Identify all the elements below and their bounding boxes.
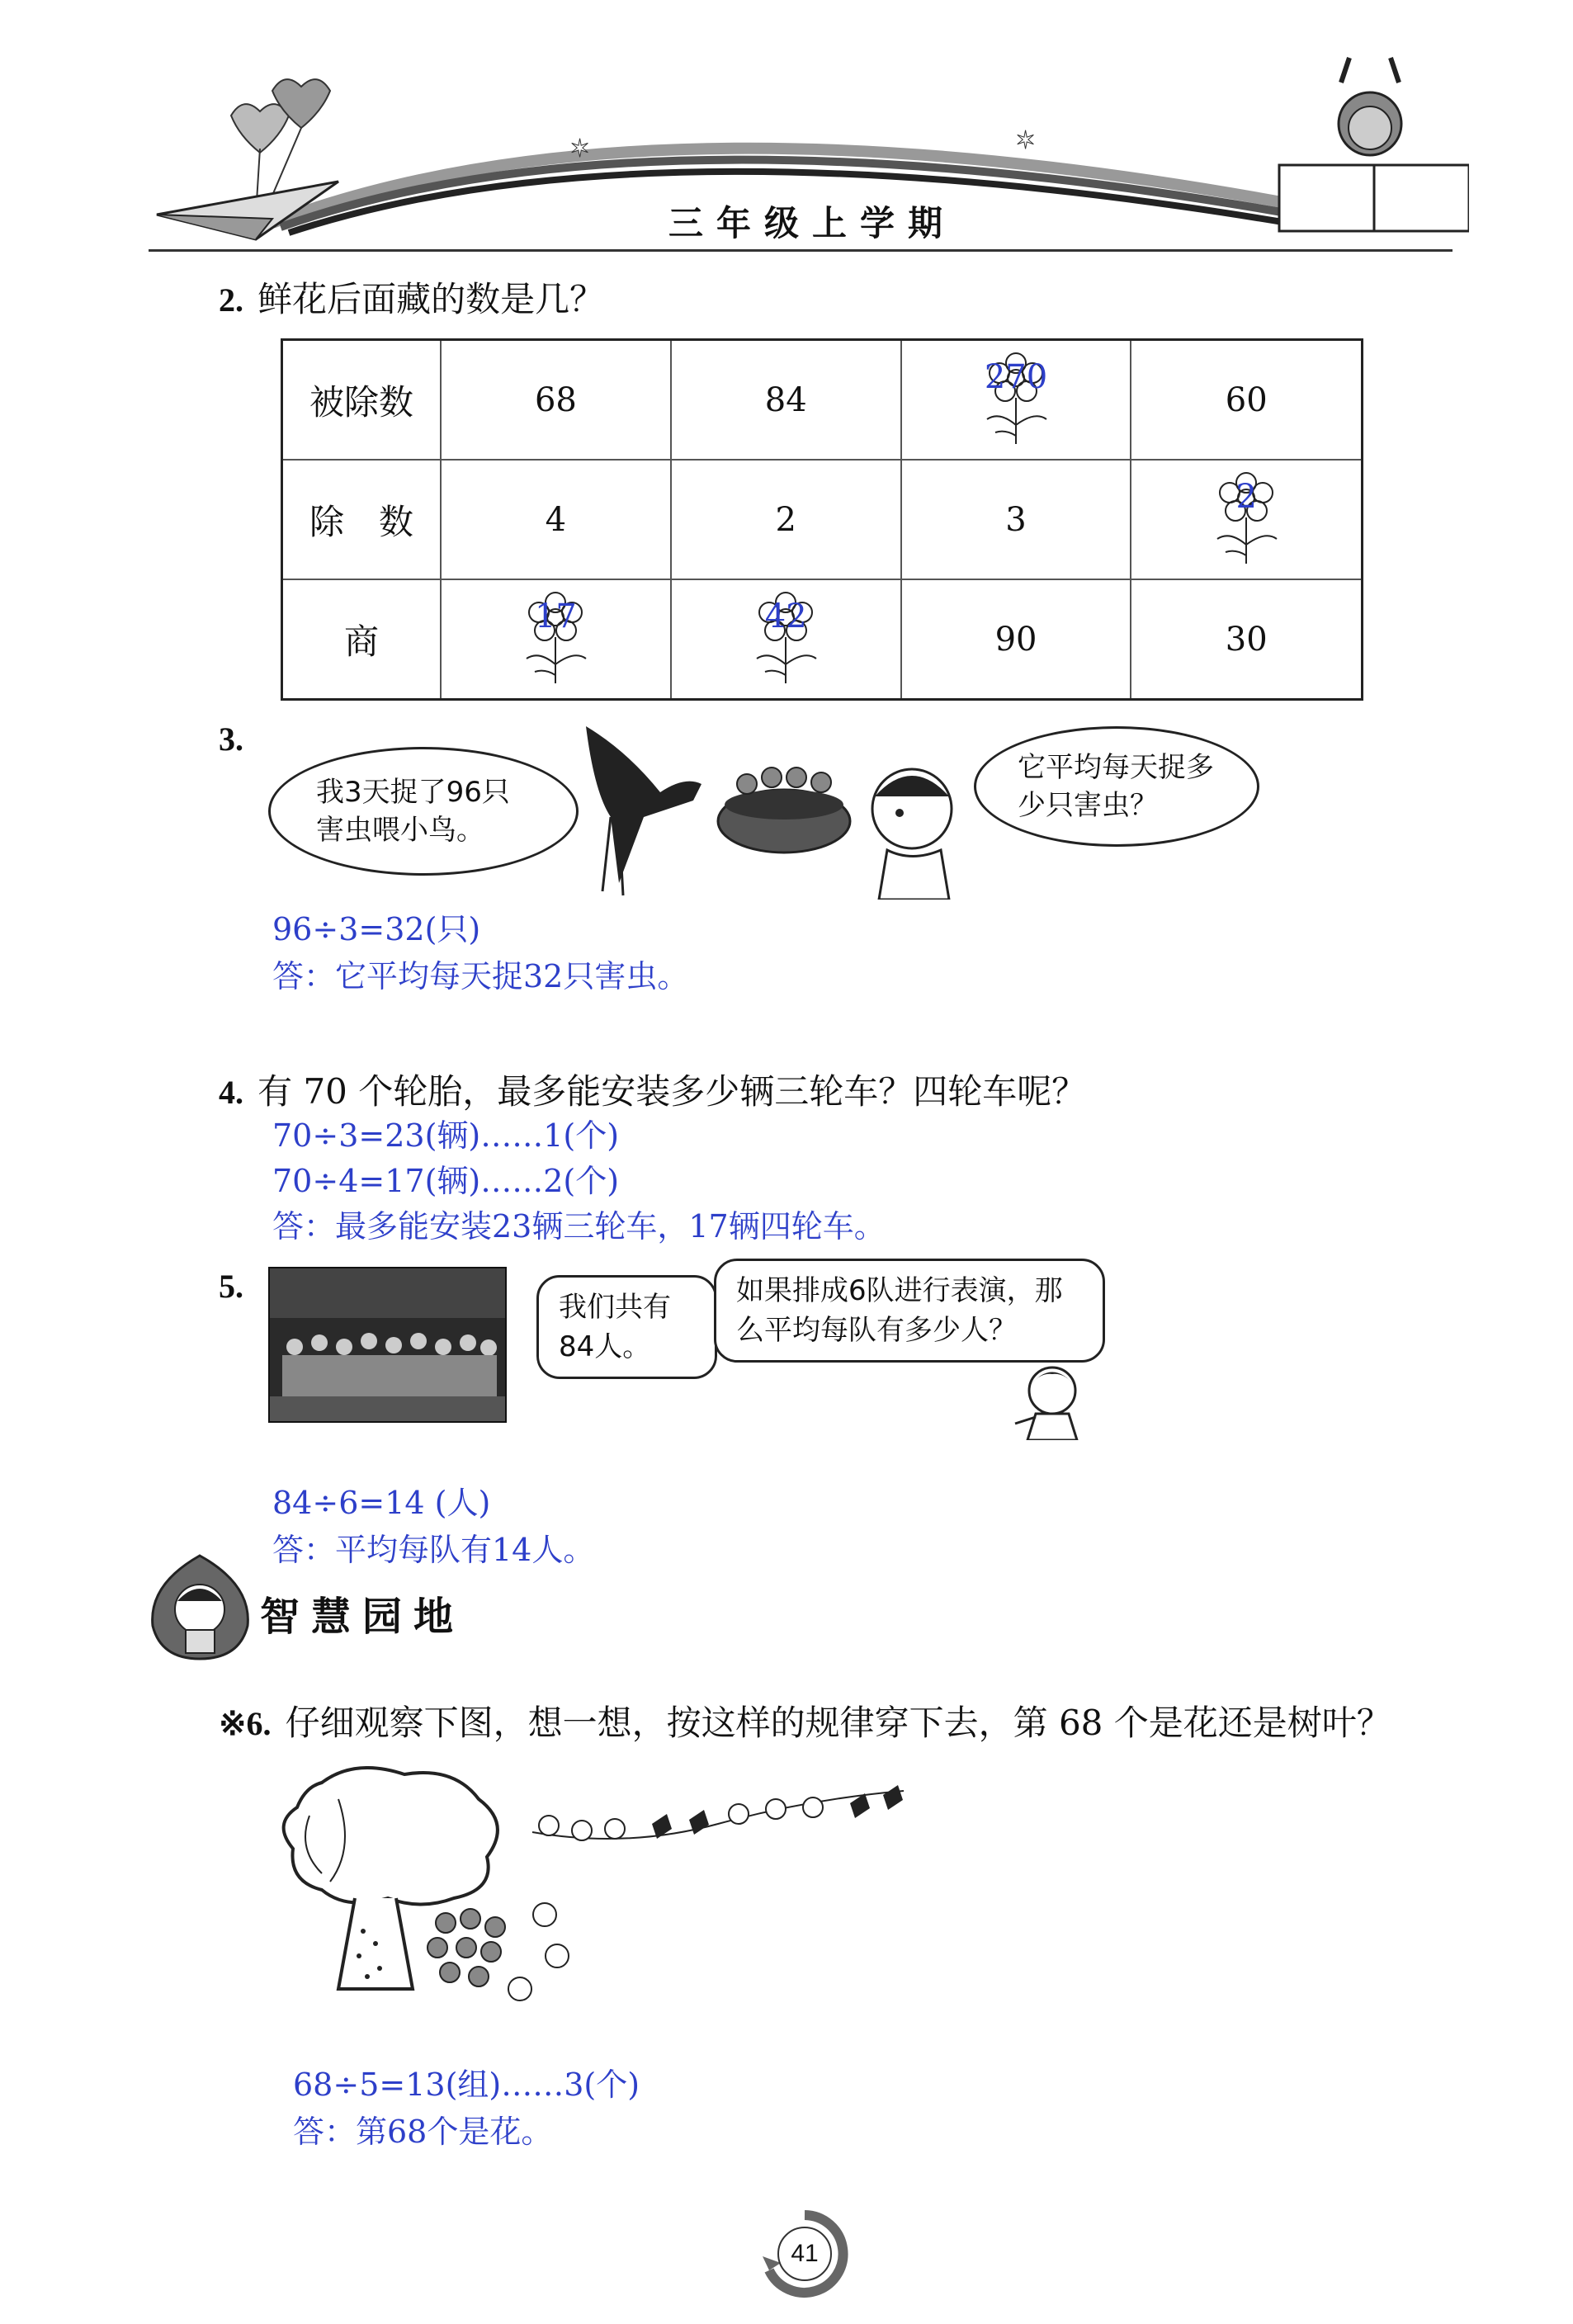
table-cell [901, 340, 1131, 461]
bubble-text: 它平均每天捉多少只害虫？ [1018, 751, 1214, 822]
q6-heading [219, 1696, 1391, 1745]
table-cell: 60 [1131, 340, 1362, 461]
table-cell: 2 [671, 460, 901, 579]
q6-answer-calc: 68÷5=13(组)……3(个) [293, 2067, 640, 2103]
q5-answer-text: 答：平均每队有14人。 [272, 1532, 595, 1568]
table-cell: 4 [441, 460, 671, 579]
flower-value: 270 [984, 357, 1048, 396]
table-cell: 68 [441, 340, 671, 461]
table-row [282, 460, 1363, 579]
flower-icon [1201, 466, 1292, 565]
q3-answer-text: 答：它平均每天捉32只害虫。 [272, 958, 689, 994]
q4-heading [219, 1065, 1086, 1114]
speech-bubble-group [536, 1275, 717, 1379]
q4-text: 有 70 个轮胎，最多能安装多少辆三轮车？四轮车呢？ [257, 1071, 1087, 1112]
q3-number: 3. [219, 720, 243, 758]
svg-text:✶: ✶ [569, 135, 591, 163]
speech-bubble-bird [268, 747, 579, 876]
flower-icon [740, 586, 831, 685]
q2-text: 鲜花后面藏的数是几？ [257, 279, 605, 319]
row-label: 除 数 [282, 460, 442, 579]
row-label: 商 [282, 579, 442, 700]
q6-answer-text: 答：第68个是花。 [293, 2114, 553, 2150]
q4-calc-2: 70÷4=17(辆)……2(个) [272, 1163, 620, 1199]
q4-answer-text: 答：最多能安装23辆三轮车，17辆四轮车。 [272, 1208, 886, 1245]
division-table [281, 338, 1363, 701]
q3-answer-calc: 96÷3=32(只) [272, 911, 481, 947]
flower-icon [510, 586, 601, 685]
q4-number: 4. [219, 1074, 243, 1111]
table-row [282, 579, 1363, 700]
section-mascot-icon [144, 1552, 256, 1663]
bubble-text: 我们共有84人。 [559, 1291, 671, 1363]
svg-text:✶: ✶ [1015, 126, 1037, 155]
page-number: 41 [791, 2240, 819, 2267]
table-cell: 3 [901, 460, 1131, 579]
q5-answer-calc: 84÷6=14 (人) [272, 1485, 491, 1521]
bird-nest-illustration [561, 718, 957, 900]
flower-value: 42 [764, 597, 807, 635]
q4-calc-1: 70÷3=23(辆)……1(个) [272, 1117, 620, 1154]
header-divider [149, 249, 1453, 252]
flower-leaf-chain-illustration [528, 1783, 908, 1857]
table-cell: 90 [901, 579, 1131, 700]
bubble-text: 如果排成6队进行表演，那么平均每队有多少人？ [736, 1274, 1063, 1347]
speech-bubble-boy [974, 726, 1259, 847]
flower-value: 17 [534, 597, 577, 635]
header-title: 三年级上学期 [668, 203, 957, 243]
table-cell [671, 579, 901, 700]
table-cell: 30 [1131, 579, 1362, 700]
table-cell [1131, 460, 1362, 579]
table-cell [441, 579, 671, 700]
q2-heading [219, 272, 604, 322]
girl-illustration [1007, 1358, 1089, 1440]
performance-photo [268, 1267, 507, 1423]
speech-bubble-girl [714, 1259, 1105, 1363]
row-label: 被除数 [282, 340, 442, 461]
section-title: 智慧园地 [260, 1594, 465, 1640]
bubble-text: 我3天捉了96只害虫喂小鸟。 [316, 776, 510, 847]
q2-number: 2. [219, 281, 243, 319]
q6-text: 仔细观察下图，想一想，按这样的规律穿下去，第 68 个是花还是树叶？ [285, 1703, 1391, 1743]
table-cell: 84 [671, 340, 901, 461]
q6-number: ※6. [219, 1705, 272, 1742]
table-row [282, 340, 1363, 461]
flower-value: 2 [1235, 477, 1257, 516]
q5-number: 5. [219, 1268, 243, 1305]
flower-icon [971, 347, 1061, 446]
